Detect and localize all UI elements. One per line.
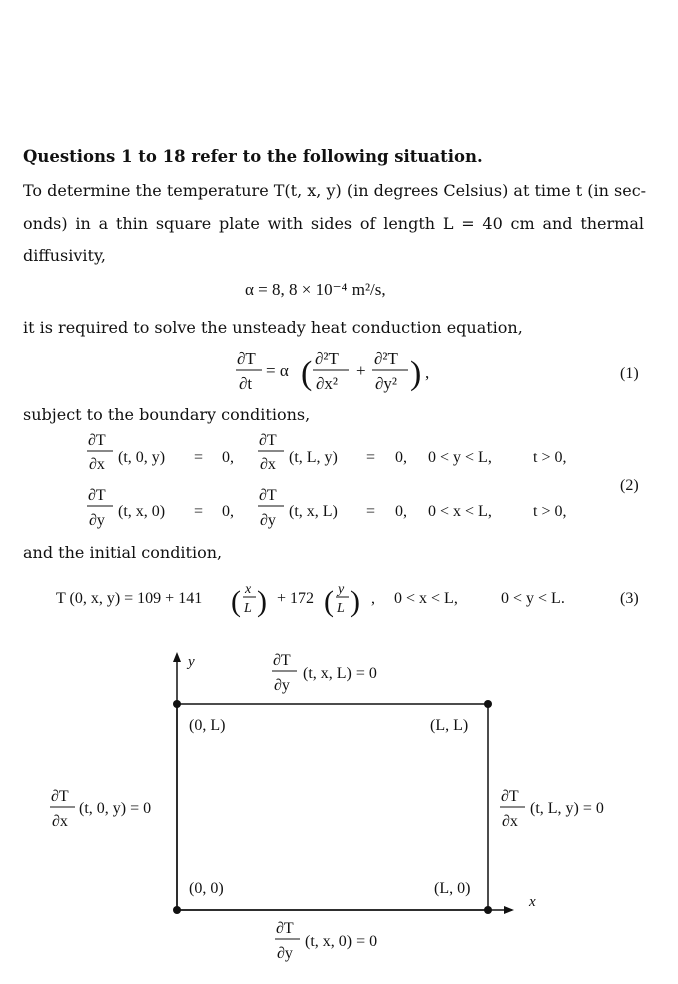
- intro-line-2: onds) in a thin square plate with sides of length L = 40 cm and thermal: [23, 213, 644, 233]
- ic-mid: + 172: [277, 590, 315, 607]
- top-bc-num: ∂T: [273, 652, 291, 669]
- bottom-bc-text: (t, x, 0) = 0: [305, 933, 378, 950]
- equation-number-2: (2): [620, 477, 639, 494]
- heat-term2-den: ∂y²: [375, 374, 397, 393]
- ic-frac2-num: y: [338, 582, 345, 597]
- heat-term1-num: ∂²T: [315, 349, 339, 368]
- bc1-val2: 0,: [395, 449, 407, 466]
- top-bc-den: ∂y: [274, 677, 290, 694]
- bc1-time: t > 0,: [533, 449, 567, 466]
- ic-frac1-num: x: [245, 582, 252, 597]
- bc2-val2: 0,: [395, 503, 407, 520]
- bottom-bc-den: ∂y: [277, 945, 293, 962]
- y-axis-arrow: [173, 652, 181, 662]
- required-text: it is required to solve the unsteady heat conduction equation,: [23, 318, 523, 337]
- heat-trailer: ,: [425, 363, 430, 382]
- ic-paren-close-2: ): [350, 585, 360, 618]
- y-axis-label: y: [188, 654, 195, 670]
- right-paren: ): [410, 355, 422, 392]
- corner-dot-bottom-left: [173, 906, 181, 914]
- x-axis-label: x: [529, 894, 536, 910]
- bc2-arg2: (t, x, L): [289, 503, 338, 520]
- bc2-d2-num: ∂T: [259, 487, 277, 504]
- left-bc-text: (t, 0, y) = 0: [79, 800, 152, 817]
- bc1-d1-num: ∂T: [88, 432, 106, 449]
- ic-frac2-den: L: [337, 601, 345, 616]
- ic-paren-open-1: (: [231, 585, 241, 618]
- bc1-arg1: (t, 0, y): [118, 449, 166, 466]
- heat-plus: +: [356, 361, 366, 380]
- heat-lhs-num: ∂T: [237, 349, 256, 368]
- bottom-bc-num: ∂T: [276, 920, 294, 937]
- left-paren: (: [301, 355, 313, 392]
- bc2-eq2: =: [366, 503, 376, 520]
- heat-equation: [236, 349, 639, 393]
- bc1-d1-den: ∂x: [89, 456, 105, 473]
- corner-label-top-right: (L, L): [430, 717, 469, 734]
- left-bc-num: ∂T: [51, 788, 69, 805]
- ic-paren-open-2: (: [324, 585, 334, 618]
- boundary-conditions: [87, 432, 639, 529]
- bc1-range: 0 < y < L,: [428, 449, 492, 466]
- equation-number-1: (1): [620, 365, 639, 382]
- heat-term1-den: ∂x²: [316, 374, 338, 393]
- bc1-d2-num: ∂T: [259, 432, 277, 449]
- intro-line-1: To determine the temperature T(t, x, y) (in degrees Celsius) at time t (in sec-: [23, 181, 647, 200]
- bc2-time: t > 0,: [533, 503, 567, 520]
- bc1-eq1: =: [194, 449, 204, 466]
- bc2-range: 0 < x < L,: [428, 503, 492, 520]
- corner-label-bottom-left: (0, 0): [189, 880, 224, 897]
- bc1-eq2: =: [366, 449, 376, 466]
- ic-paren-close-1: ): [257, 585, 267, 618]
- ic-lhs: T (0, x, y) = 109 + 141: [56, 590, 203, 607]
- bc2-d1-num: ∂T: [88, 487, 106, 504]
- intro-line-3: diffusivity,: [23, 246, 106, 265]
- ic-range1: 0 < x < L,: [394, 590, 458, 607]
- bc2-val1: 0,: [222, 503, 234, 520]
- corner-dot-top-left: [173, 700, 181, 708]
- equation-number-3: (3): [620, 590, 639, 607]
- section-heading: Questions 1 to 18 refer to the following situation.: [23, 147, 483, 166]
- top-bc-text: (t, x, L) = 0: [303, 665, 377, 682]
- corner-label-bottom-right: (L, 0): [434, 880, 471, 897]
- bc1-val1: 0,: [222, 449, 234, 466]
- right-bc-den: ∂x: [502, 813, 518, 830]
- boundary-intro: subject to the boundary conditions,: [23, 405, 311, 424]
- initial-condition: [56, 582, 639, 618]
- right-bc-num: ∂T: [501, 788, 519, 805]
- bc1-arg2: (t, L, y): [289, 449, 338, 466]
- bc2-eq1: =: [194, 503, 204, 520]
- bc2-d1-den: ∂y: [89, 512, 105, 529]
- bc2-d2-den: ∂y: [260, 512, 276, 529]
- corner-dot-top-right: [484, 700, 492, 708]
- corner-label-top-left: (0, L): [189, 717, 226, 734]
- initial-intro: and the initial condition,: [23, 543, 223, 562]
- plate-diagram: [50, 652, 604, 962]
- right-bc-text: (t, L, y) = 0: [530, 800, 604, 817]
- alpha-equation: α = 8, 8 × 10⁻⁴ m²/s,: [245, 280, 386, 299]
- x-axis-arrow: [504, 906, 514, 914]
- heat-equals-alpha: = α: [266, 361, 289, 380]
- ic-frac1-den: L: [244, 601, 252, 616]
- heat-lhs-den: ∂t: [239, 374, 253, 393]
- heat-term2-num: ∂²T: [374, 349, 398, 368]
- ic-trailer: ,: [371, 590, 375, 607]
- bc2-arg1: (t, x, 0): [118, 503, 166, 520]
- corner-dot-bottom-right: [484, 906, 492, 914]
- ic-range2: 0 < y < L.: [501, 590, 565, 607]
- bc1-d2-den: ∂x: [260, 456, 276, 473]
- left-bc-den: ∂x: [52, 813, 68, 830]
